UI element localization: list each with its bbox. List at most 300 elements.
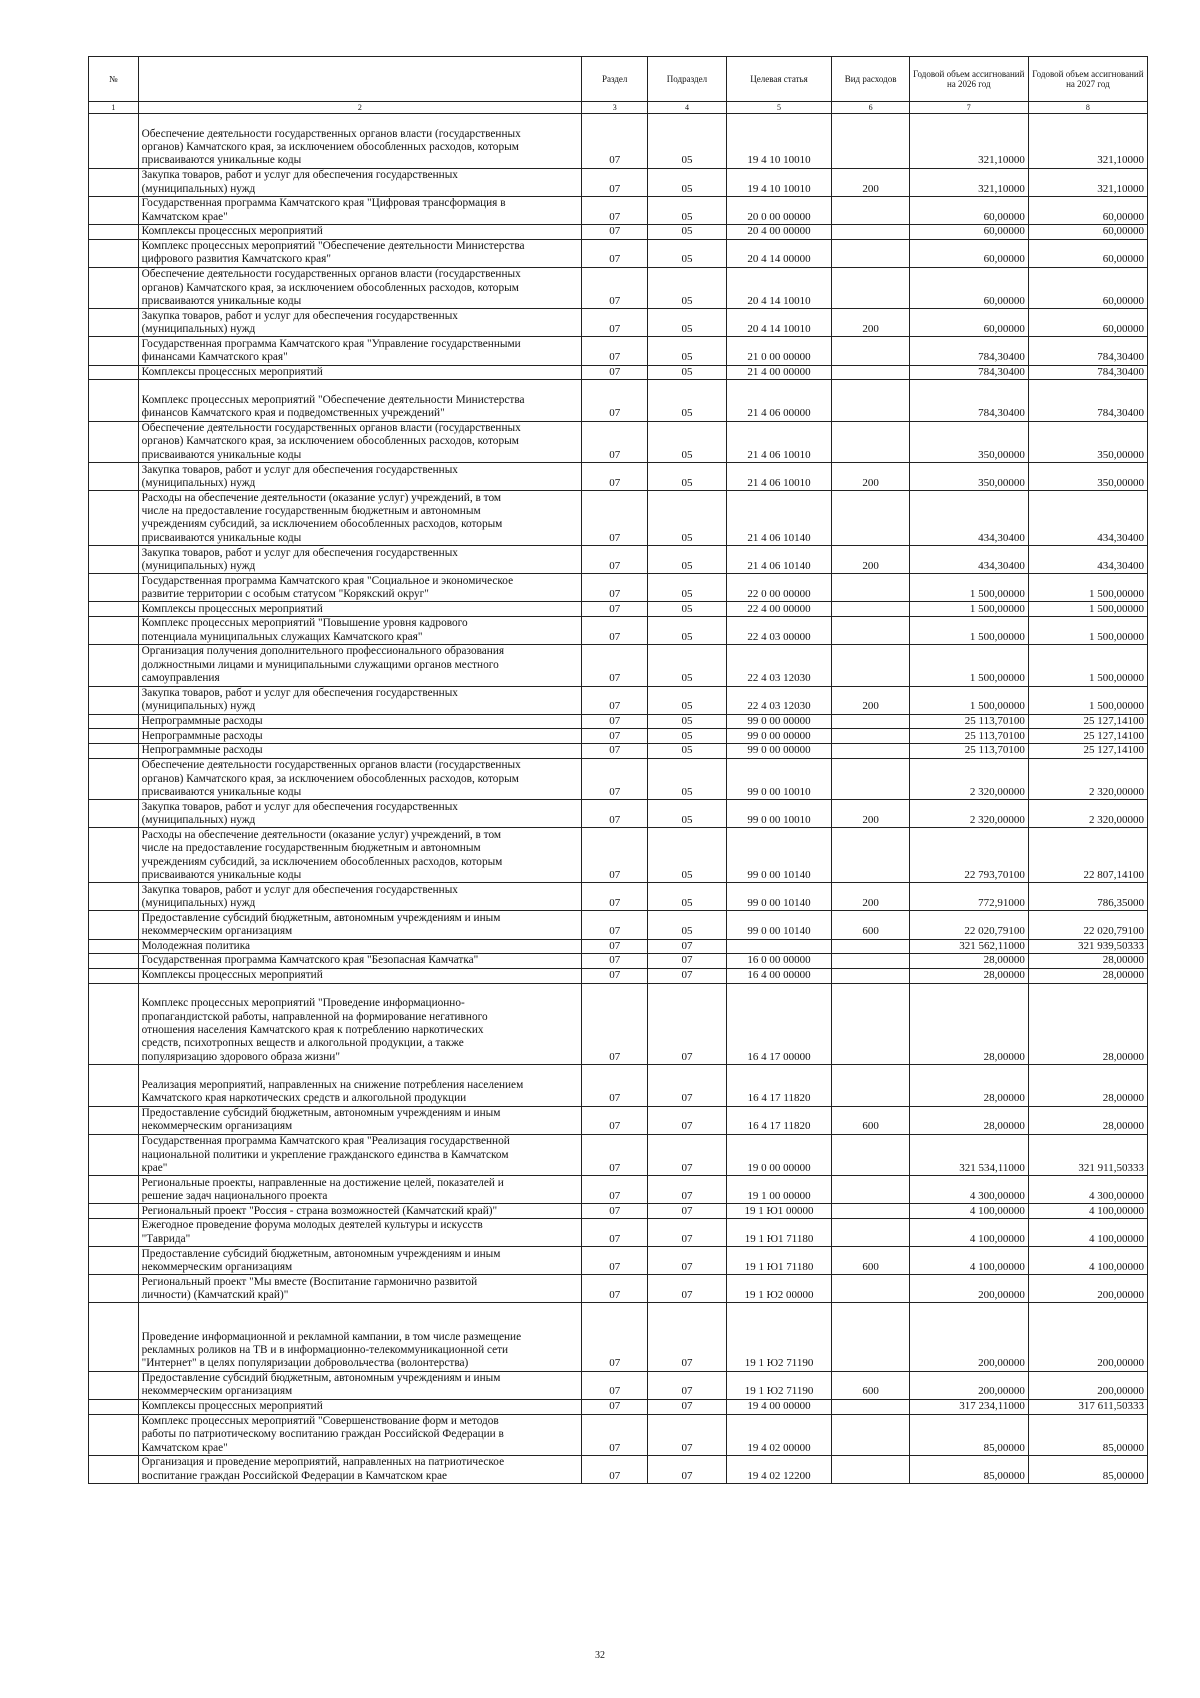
row-target-article: 19 0 00 00000: [726, 1134, 832, 1176]
row-volume-2026: 321,10000: [909, 114, 1028, 169]
row-description: Закупка товаров, работ и услуг для обеспечения государственных (муниципальных) нужд: [138, 309, 581, 337]
row-expense-type: [832, 365, 909, 380]
row-razdel: 07: [582, 1247, 648, 1275]
row-description: Комплексы процессных мероприятий: [138, 968, 581, 983]
table-row: [89, 1106, 1148, 1134]
row-description: Предоставление субсидий бюджетным, автономным учреждениям и иным некоммерческим организациям: [138, 1106, 581, 1134]
row-number: [89, 239, 139, 267]
row-number: [89, 1303, 139, 1371]
table-row: [89, 1414, 1148, 1456]
row-podrazdel: 05: [648, 546, 726, 574]
row-podrazdel: 07: [648, 983, 726, 1065]
row-podrazdel: 05: [648, 267, 726, 309]
row-volume-2026: 1 500,00000: [909, 686, 1028, 714]
row-volume-2027: 25 127,14100: [1028, 729, 1147, 744]
row-volume-2027: 321,10000: [1028, 114, 1147, 169]
row-volume-2026: 321,10000: [909, 168, 1028, 196]
table-row: [89, 1176, 1148, 1204]
row-volume-2027: 434,30400: [1028, 546, 1147, 574]
row-volume-2027: 784,30400: [1028, 380, 1147, 422]
row-razdel: 07: [582, 337, 648, 365]
row-expense-type: [832, 617, 909, 645]
row-volume-2027: 434,30400: [1028, 491, 1147, 546]
table-row: [89, 574, 1148, 602]
row-podrazdel: 07: [648, 1456, 726, 1484]
table-row: [89, 267, 1148, 309]
row-podrazdel: 05: [648, 645, 726, 687]
row-volume-2026: 25 113,70100: [909, 744, 1028, 759]
row-volume-2027: 60,00000: [1028, 309, 1147, 337]
table-row: [89, 714, 1148, 729]
row-target-article: 99 0 00 00000: [726, 729, 832, 744]
table-row: [89, 1371, 1148, 1399]
row-description: Непрограммные расходы: [138, 729, 581, 744]
table-row: [89, 1134, 1148, 1176]
column-number: 5: [726, 102, 832, 114]
row-volume-2027: 22 807,14100: [1028, 828, 1147, 883]
row-expense-type: [832, 1414, 909, 1456]
row-razdel: 07: [582, 939, 648, 954]
row-number: [89, 267, 139, 309]
header-target-article: Целевая статья: [726, 57, 832, 102]
row-podrazdel: 05: [648, 574, 726, 602]
row-razdel: 07: [582, 463, 648, 491]
row-volume-2026: 321 562,11000: [909, 939, 1028, 954]
row-podrazdel: 07: [648, 1275, 726, 1303]
row-razdel: 07: [582, 1303, 648, 1371]
row-volume-2027: 28,00000: [1028, 968, 1147, 983]
row-number: [89, 1106, 139, 1134]
row-description: Расходы на обеспечение деятельности (оказание услуг) учреждений, в том числе на предоставление государственным бюджетным и автономным учреждениям субсидий, за исключением обособленных расходов, которым присваиваются уникальные коды: [138, 828, 581, 883]
row-target-article: 21 4 06 10010: [726, 463, 832, 491]
row-description: Комплекс процессных мероприятий "Обеспечение деятельности Министерства финансов Камчатского края и подведомственных учреждений": [138, 380, 581, 422]
row-volume-2027: 60,00000: [1028, 225, 1147, 240]
row-volume-2026: 28,00000: [909, 1106, 1028, 1134]
row-volume-2026: 317 234,11000: [909, 1399, 1028, 1414]
row-description: Непрограммные расходы: [138, 744, 581, 759]
row-expense-type: [832, 225, 909, 240]
row-expense-type: [832, 954, 909, 969]
row-razdel: 07: [582, 954, 648, 969]
row-volume-2027: 4 300,00000: [1028, 1176, 1147, 1204]
row-number: [89, 758, 139, 800]
page-number: 32: [595, 1650, 605, 1661]
row-volume-2026: 350,00000: [909, 421, 1028, 463]
row-number: [89, 1065, 139, 1107]
row-podrazdel: 05: [648, 883, 726, 911]
row-description: Комплексы процессных мероприятий: [138, 1399, 581, 1414]
row-razdel: 07: [582, 729, 648, 744]
row-expense-type: 200: [832, 686, 909, 714]
row-volume-2027: 28,00000: [1028, 1065, 1147, 1107]
row-number: [89, 114, 139, 169]
row-description: Обеспечение деятельности государственных органов власти (государственных органов) Камчатского края, за исключением обособленных расходов, которым присваиваются уникальные коды: [138, 758, 581, 800]
row-expense-type: [832, 968, 909, 983]
row-volume-2026: 434,30400: [909, 491, 1028, 546]
row-expense-type: [832, 267, 909, 309]
row-podrazdel: 05: [648, 911, 726, 939]
row-description: Предоставление субсидий бюджетным, автономным учреждениям и иным некоммерческим организациям: [138, 1371, 581, 1399]
row-expense-type: 600: [832, 911, 909, 939]
row-podrazdel: 05: [648, 225, 726, 240]
row-razdel: 07: [582, 686, 648, 714]
row-volume-2027: 28,00000: [1028, 983, 1147, 1065]
row-podrazdel: 05: [648, 380, 726, 422]
table-row: [89, 968, 1148, 983]
row-volume-2026: 784,30400: [909, 380, 1028, 422]
row-target-article: 20 4 14 10010: [726, 267, 832, 309]
row-target-article: 21 4 00 00000: [726, 365, 832, 380]
row-volume-2026: 60,00000: [909, 225, 1028, 240]
row-podrazdel: 07: [648, 1219, 726, 1247]
row-description: Региональный проект "Россия - страна возможностей (Камчатский край)": [138, 1204, 581, 1219]
row-expense-type: [832, 421, 909, 463]
table-row: [89, 1456, 1148, 1484]
row-expense-type: [832, 744, 909, 759]
row-volume-2026: 22 793,70100: [909, 828, 1028, 883]
row-number: [89, 954, 139, 969]
row-podrazdel: 07: [648, 1176, 726, 1204]
row-target-article: 21 0 00 00000: [726, 337, 832, 365]
row-podrazdel: 07: [648, 1414, 726, 1456]
row-volume-2026: 200,00000: [909, 1303, 1028, 1371]
row-volume-2027: 1 500,00000: [1028, 617, 1147, 645]
row-volume-2027: 60,00000: [1028, 196, 1147, 224]
table-row: [89, 196, 1148, 224]
table-row: [89, 463, 1148, 491]
row-volume-2027: 25 127,14100: [1028, 714, 1147, 729]
row-podrazdel: 05: [648, 729, 726, 744]
row-expense-type: [832, 337, 909, 365]
row-target-article: 99 0 00 10140: [726, 883, 832, 911]
row-description: Закупка товаров, работ и услуг для обеспечения государственных (муниципальных) нужд: [138, 463, 581, 491]
row-razdel: 07: [582, 546, 648, 574]
row-number: [89, 686, 139, 714]
row-volume-2026: 28,00000: [909, 1065, 1028, 1107]
table-row: [89, 337, 1148, 365]
row-number: [89, 714, 139, 729]
row-expense-type: 200: [832, 800, 909, 828]
row-expense-type: [832, 1399, 909, 1414]
row-expense-type: [832, 380, 909, 422]
row-number: [89, 883, 139, 911]
row-number: [89, 968, 139, 983]
row-razdel: 07: [582, 758, 648, 800]
row-volume-2026: 4 100,00000: [909, 1204, 1028, 1219]
row-target-article: 22 4 00 00000: [726, 602, 832, 617]
row-target-article: 19 4 00 00000: [726, 1399, 832, 1414]
table-row: [89, 225, 1148, 240]
row-description: Государственная программа Камчатского края "Цифровая трансформация в Камчатском крае": [138, 196, 581, 224]
row-description: Комплекс процессных мероприятий "Повышение уровня кадрового потенциала муниципальных служащих Камчатского края": [138, 617, 581, 645]
row-podrazdel: 05: [648, 196, 726, 224]
row-volume-2026: 4 300,00000: [909, 1176, 1028, 1204]
row-podrazdel: 05: [648, 714, 726, 729]
row-razdel: 07: [582, 1399, 648, 1414]
row-description: Проведение информационной и рекламной кампании, в том числе размещение рекламных роликов на ТВ и в информационно-телекоммуникационной сети "Интернет" в целях популяризации добровольчества (волонтерства): [138, 1303, 581, 1371]
row-volume-2026: 2 320,00000: [909, 758, 1028, 800]
row-podrazdel: 07: [648, 1399, 726, 1414]
table-row: [89, 729, 1148, 744]
row-description: Комплекс процессных мероприятий "Обеспечение деятельности Министерства цифрового развития Камчатского края": [138, 239, 581, 267]
row-podrazdel: 07: [648, 1134, 726, 1176]
table-row: [89, 239, 1148, 267]
row-target-article: 21 4 06 10140: [726, 491, 832, 546]
row-expense-type: [832, 491, 909, 546]
row-razdel: 07: [582, 225, 648, 240]
row-volume-2027: 321 911,50333: [1028, 1134, 1147, 1176]
row-description: Организация и проведение мероприятий, направленных на патриотическое воспитание граждан Российской Федерации в Камчатском крае: [138, 1456, 581, 1484]
table-row: [89, 1219, 1148, 1247]
row-volume-2027: 1 500,00000: [1028, 602, 1147, 617]
row-razdel: 07: [582, 645, 648, 687]
row-podrazdel: 07: [648, 954, 726, 969]
row-volume-2027: 28,00000: [1028, 954, 1147, 969]
row-volume-2027: 321 939,50333: [1028, 939, 1147, 954]
row-volume-2026: 784,30400: [909, 337, 1028, 365]
row-volume-2027: 1 500,00000: [1028, 574, 1147, 602]
row-number: [89, 602, 139, 617]
row-podrazdel: 07: [648, 1371, 726, 1399]
row-number: [89, 645, 139, 687]
row-expense-type: [832, 114, 909, 169]
row-razdel: 07: [582, 983, 648, 1065]
table-body: [89, 114, 1148, 1484]
row-expense-type: [832, 1303, 909, 1371]
table-row: [89, 617, 1148, 645]
row-expense-type: [832, 239, 909, 267]
header-number: №: [89, 57, 139, 102]
row-number: [89, 1399, 139, 1414]
row-podrazdel: 05: [648, 617, 726, 645]
row-target-article: [726, 939, 832, 954]
row-description: Молодежная политика: [138, 939, 581, 954]
row-description: Государственная программа Камчатского края "Безопасная Камчатка": [138, 954, 581, 969]
row-target-article: 22 4 03 12030: [726, 686, 832, 714]
table-row: [89, 744, 1148, 759]
row-volume-2027: 4 100,00000: [1028, 1247, 1147, 1275]
row-volume-2027: 786,35000: [1028, 883, 1147, 911]
table-row: [89, 939, 1148, 954]
row-description: Организация получения дополнительного профессионального образования должностными лицами и муниципальными служащими органов местного самоуправления: [138, 645, 581, 687]
row-volume-2027: 200,00000: [1028, 1371, 1147, 1399]
row-volume-2026: 28,00000: [909, 983, 1028, 1065]
row-razdel: 07: [582, 883, 648, 911]
row-description: Региональные проекты, направленные на достижение целей, показателей и решение задач национального проекта: [138, 1176, 581, 1204]
row-razdel: 07: [582, 744, 648, 759]
row-number: [89, 225, 139, 240]
row-target-article: 99 0 00 10010: [726, 758, 832, 800]
column-number: 3: [582, 102, 648, 114]
row-target-article: 16 4 00 00000: [726, 968, 832, 983]
row-volume-2026: 60,00000: [909, 196, 1028, 224]
column-number: 1: [89, 102, 139, 114]
row-podrazdel: 05: [648, 686, 726, 714]
row-expense-type: [832, 714, 909, 729]
table-row: [89, 1275, 1148, 1303]
row-volume-2027: 350,00000: [1028, 463, 1147, 491]
row-razdel: 07: [582, 1371, 648, 1399]
row-volume-2026: 2 320,00000: [909, 800, 1028, 828]
row-number: [89, 463, 139, 491]
row-volume-2026: 321 534,11000: [909, 1134, 1028, 1176]
row-number: [89, 196, 139, 224]
table-row: [89, 954, 1148, 969]
row-podrazdel: 07: [648, 1303, 726, 1371]
row-razdel: 07: [582, 1134, 648, 1176]
row-number: [89, 309, 139, 337]
table-row: [89, 1204, 1148, 1219]
row-volume-2027: 1 500,00000: [1028, 686, 1147, 714]
row-volume-2027: 60,00000: [1028, 239, 1147, 267]
row-podrazdel: 07: [648, 939, 726, 954]
row-number: [89, 380, 139, 422]
row-podrazdel: 05: [648, 365, 726, 380]
row-number: [89, 1371, 139, 1399]
row-podrazdel: 05: [648, 463, 726, 491]
row-target-article: 22 4 03 00000: [726, 617, 832, 645]
row-description: Закупка товаров, работ и услуг для обеспечения государственных (муниципальных) нужд: [138, 883, 581, 911]
row-number: [89, 1204, 139, 1219]
row-target-article: 21 4 06 10010: [726, 421, 832, 463]
row-target-article: 16 4 17 11820: [726, 1106, 832, 1134]
row-description: Реализация мероприятий, направленных на снижение потребления населением Камчатского края наркотических средств и алкогольной продукции: [138, 1065, 581, 1107]
row-razdel: 07: [582, 800, 648, 828]
row-expense-type: 200: [832, 168, 909, 196]
column-number: 6: [832, 102, 909, 114]
row-expense-type: [832, 729, 909, 744]
row-volume-2026: 434,30400: [909, 546, 1028, 574]
table-row: [89, 421, 1148, 463]
row-target-article: 19 1 Ю2 71190: [726, 1371, 832, 1399]
row-expense-type: [832, 1456, 909, 1484]
row-target-article: 99 0 00 00000: [726, 714, 832, 729]
row-expense-type: [832, 983, 909, 1065]
row-razdel: 07: [582, 1106, 648, 1134]
row-volume-2026: 4 100,00000: [909, 1219, 1028, 1247]
table-row: [89, 758, 1148, 800]
row-description: Комплексы процессных мероприятий: [138, 602, 581, 617]
row-podrazdel: 07: [648, 1204, 726, 1219]
row-target-article: 19 1 Ю1 71180: [726, 1247, 832, 1275]
row-target-article: 19 4 02 12200: [726, 1456, 832, 1484]
row-volume-2026: 22 020,79100: [909, 911, 1028, 939]
row-volume-2027: 200,00000: [1028, 1275, 1147, 1303]
row-volume-2026: 1 500,00000: [909, 645, 1028, 687]
row-number: [89, 168, 139, 196]
row-description: Государственная программа Камчатского края "Социальное и экономическое развитие территории с особым статусом "Корякский округ": [138, 574, 581, 602]
row-expense-type: [832, 1134, 909, 1176]
row-description: Обеспечение деятельности государственных органов власти (государственных органов) Камчатского края, за исключением обособленных расходов, которым присваиваются уникальные коды: [138, 267, 581, 309]
row-target-article: 16 4 17 11820: [726, 1065, 832, 1107]
row-podrazdel: 05: [648, 337, 726, 365]
row-razdel: 07: [582, 1275, 648, 1303]
table-row: [89, 1303, 1148, 1371]
row-target-article: 19 1 Ю2 71190: [726, 1303, 832, 1371]
row-description: Ежегодное проведение форума молодых деятелей культуры и искусств "Таврида": [138, 1219, 581, 1247]
row-number: [89, 983, 139, 1065]
row-podrazdel: 05: [648, 828, 726, 883]
row-number: [89, 939, 139, 954]
row-expense-type: [832, 758, 909, 800]
row-number: [89, 828, 139, 883]
row-razdel: 07: [582, 1176, 648, 1204]
header-volume-2026: Годовой объем ассигнований на 2026 год: [909, 57, 1028, 102]
row-target-article: 99 0 00 10010: [726, 800, 832, 828]
row-description: Государственная программа Камчатского края "Реализация государственной национальной политики и укрепление гражданского единства в Камчатском крае": [138, 1134, 581, 1176]
header-description: [138, 57, 581, 102]
row-expense-type: [832, 1219, 909, 1247]
row-target-article: 16 4 17 00000: [726, 983, 832, 1065]
row-expense-type: 200: [832, 463, 909, 491]
row-number: [89, 491, 139, 546]
row-target-article: 20 0 00 00000: [726, 196, 832, 224]
table-row: [89, 1399, 1148, 1414]
table-row: [89, 911, 1148, 939]
row-expense-type: [832, 1176, 909, 1204]
row-podrazdel: 05: [648, 239, 726, 267]
row-volume-2026: 60,00000: [909, 309, 1028, 337]
row-target-article: 20 4 00 00000: [726, 225, 832, 240]
row-description: Закупка товаров, работ и услуг для обеспечения государственных (муниципальных) нужд: [138, 686, 581, 714]
row-volume-2027: 22 020,79100: [1028, 911, 1147, 939]
row-razdel: 07: [582, 114, 648, 169]
row-razdel: 07: [582, 617, 648, 645]
table-row: [89, 883, 1148, 911]
row-target-article: 99 0 00 00000: [726, 744, 832, 759]
row-expense-type: [832, 196, 909, 224]
row-volume-2026: 25 113,70100: [909, 729, 1028, 744]
table-row: [89, 1065, 1148, 1107]
row-volume-2027: 85,00000: [1028, 1414, 1147, 1456]
row-razdel: 07: [582, 421, 648, 463]
row-description: Обеспечение деятельности государственных органов власти (государственных органов) Камчатского края, за исключением обособленных расходов, которым присваиваются уникальные коды: [138, 114, 581, 169]
row-target-article: 19 4 10 10010: [726, 168, 832, 196]
header-podrazdel: Подраздел: [648, 57, 726, 102]
row-podrazdel: 05: [648, 744, 726, 759]
row-razdel: 07: [582, 1219, 648, 1247]
row-description: Предоставление субсидий бюджетным, автономным учреждениям и иным некоммерческим организациям: [138, 911, 581, 939]
budget-table-sheet: [88, 56, 1148, 1484]
row-volume-2026: 28,00000: [909, 954, 1028, 969]
row-razdel: 07: [582, 196, 648, 224]
row-description: Обеспечение деятельности государственных органов власти (государственных органов) Камчатского края, за исключением обособленных расходов, которым присваиваются уникальные коды: [138, 421, 581, 463]
row-number: [89, 1414, 139, 1456]
row-expense-type: 200: [832, 309, 909, 337]
row-volume-2027: 317 611,50333: [1028, 1399, 1147, 1414]
table-row: [89, 800, 1148, 828]
header-razdel: Раздел: [582, 57, 648, 102]
row-description: Предоставление субсидий бюджетным, автономным учреждениям и иным некоммерческим организациям: [138, 1247, 581, 1275]
row-podrazdel: 05: [648, 114, 726, 169]
row-target-article: 21 4 06 10140: [726, 546, 832, 574]
row-volume-2027: 784,30400: [1028, 337, 1147, 365]
row-volume-2027: 350,00000: [1028, 421, 1147, 463]
row-description: Комплексы процессных мероприятий: [138, 225, 581, 240]
table-row: [89, 828, 1148, 883]
row-description: Комплексы процессных мероприятий: [138, 365, 581, 380]
row-razdel: 07: [582, 602, 648, 617]
row-razdel: 07: [582, 239, 648, 267]
row-razdel: 07: [582, 828, 648, 883]
row-volume-2027: 321,10000: [1028, 168, 1147, 196]
row-number: [89, 729, 139, 744]
column-number: 2: [138, 102, 581, 114]
row-volume-2026: 4 100,00000: [909, 1247, 1028, 1275]
row-podrazdel: 07: [648, 1065, 726, 1107]
row-number: [89, 337, 139, 365]
row-expense-type: [832, 1204, 909, 1219]
